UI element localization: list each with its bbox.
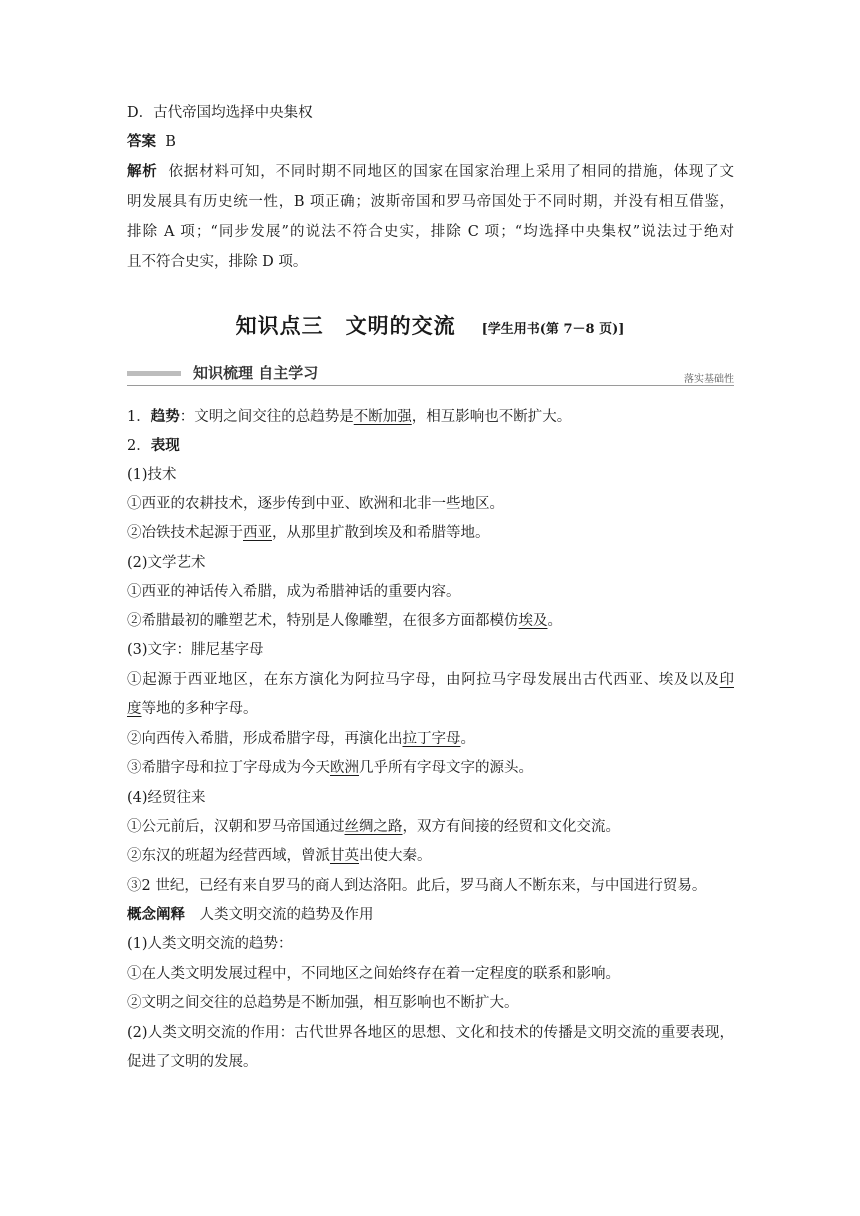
trend-key: 趋势 bbox=[150, 409, 180, 425]
answer-value: B bbox=[165, 134, 176, 150]
art-item-2-b: 。 bbox=[547, 613, 562, 629]
trend-text-b: ，相互影响也不断扩大。 bbox=[411, 409, 572, 425]
tech-item-2-a: ②冶铁技术起源于 bbox=[127, 525, 243, 541]
analysis-label: 解析 bbox=[127, 164, 158, 180]
analysis-text-1: 依据材料可知，不同时期不同地区的国家在国家治理上采用了相同的措施，体现了文 bbox=[168, 164, 735, 180]
banner-label: 知识梳理 自主学习 bbox=[193, 364, 319, 382]
concept-role-cont: 促进了文明的发展。 bbox=[127, 1054, 258, 1070]
analysis-line-4: 且不符合史实，排除 D 项。 bbox=[127, 254, 308, 270]
trade-item-1-b: ，双方有间接的经贸和文化交流。 bbox=[402, 819, 620, 835]
section-title bbox=[0, 310, 860, 340]
concept-role: (2)人类文明交流的作用：古代世界各地区的思想、文化和技术的传播是文明交流的重要表现， bbox=[127, 1025, 734, 1041]
trade-item-1 bbox=[127, 817, 620, 837]
manifest-key: 表现 bbox=[150, 438, 180, 454]
script-item-1-cont bbox=[127, 699, 258, 719]
art-item-2-a: ②希腊最初的雕塑艺术，特别是人像雕塑，在很多方面都模仿 bbox=[127, 613, 519, 629]
analysis-line-1 bbox=[127, 162, 734, 182]
option-d: D．古代帝国均选择中央集权 bbox=[127, 105, 313, 121]
script-item-3-b: 几乎所有字母文字的源头。 bbox=[359, 760, 533, 776]
trade-item-2-blank: 甘英 bbox=[330, 848, 359, 864]
concept-trend-1: ①在人类文明发展过程中，不同地区之间始终存在着一定程度的联系和影响。 bbox=[127, 966, 620, 982]
manifest-line bbox=[127, 436, 180, 456]
concept-trend-heading: (1)人类文明交流的趋势： bbox=[127, 936, 293, 952]
trend-num: 1． bbox=[127, 409, 151, 425]
script-item-1-a: ①起源于西亚地区，在东方演化为阿拉马字母，由阿拉马字母发展出古代西亚、埃及以及 bbox=[127, 672, 720, 688]
art-item-2-blank: 埃及 bbox=[518, 613, 548, 629]
concept-trend-2: ②文明之间交往的总趋势是不断加强，相互影响也不断扩大。 bbox=[127, 995, 519, 1011]
art-heading: (2)文学艺术 bbox=[127, 555, 206, 571]
tech-item-2 bbox=[127, 523, 490, 543]
trade-item-2-a: ②东汉的班超为经营西域，曾派 bbox=[127, 848, 330, 864]
script-item-2 bbox=[127, 729, 475, 749]
tech-item-2-b: ，从那里扩散到埃及和希腊等地。 bbox=[272, 525, 490, 541]
trade-heading: (4)经贸往来 bbox=[127, 790, 206, 806]
analysis-line-2: 明发展具有历史统一性，B 项正确；波斯帝国和罗马帝国处于不同时期，并没有相互借鉴， bbox=[127, 194, 734, 210]
trend-text-a: ：文明之间交往的总趋势是 bbox=[179, 409, 354, 425]
script-item-1-blank: 印 bbox=[719, 672, 734, 688]
concept-heading bbox=[127, 905, 374, 925]
section-heading: 知识点三 文明的交流 bbox=[235, 314, 456, 338]
banner-right-label: 落实基础性 bbox=[684, 374, 734, 385]
script-item-1 bbox=[127, 670, 734, 690]
trend-line bbox=[127, 407, 571, 427]
script-item-2-a: ②向西传入希腊，形成希腊字母，再演化出 bbox=[127, 731, 403, 747]
section-banner bbox=[127, 362, 734, 386]
trade-item-2 bbox=[127, 846, 432, 866]
answer-line bbox=[127, 132, 176, 152]
trade-item-1-blank: 丝绸之路 bbox=[344, 819, 403, 835]
trade-item-2-b: 出使大秦。 bbox=[359, 848, 432, 864]
script-item-2-b: 。 bbox=[460, 731, 475, 747]
trade-item-1-a: ①公元前后，汉朝和罗马帝国通过 bbox=[127, 819, 345, 835]
art-item-1: ①西亚的神话传入希腊，成为希腊神话的重要内容。 bbox=[127, 584, 461, 600]
tech-item-2-blank: 西亚 bbox=[243, 525, 272, 541]
script-item-3-a: ③希腊字母和拉丁字母成为今天 bbox=[127, 760, 330, 776]
concept-title: 人类文明交流的趋势及作用 bbox=[185, 907, 374, 923]
script-item-3-blank: 欧洲 bbox=[330, 760, 359, 776]
answer-label: 答案 bbox=[127, 134, 156, 150]
analysis-line-3: 排除 A 项；“同步发展”的说法不符合史实，排除 C 项；“均选择中央集权”说法过于绝对 bbox=[127, 224, 734, 240]
banner-bar bbox=[127, 371, 181, 376]
trend-blank: 不断加强 bbox=[353, 409, 412, 425]
trade-item-3: ③2 世纪，已经有来自罗马的商人到达洛阳。此后，罗马商人不断东来，与中国进行贸易。 bbox=[127, 878, 707, 894]
tech-item-1: ①西亚的农耕技术，逐步传到中亚、欧洲和北非一些地区。 bbox=[127, 496, 504, 512]
section-page-ref: [学生用书(第 7－8 页)] bbox=[481, 322, 625, 337]
script-item-1-blank-cont: 度 bbox=[127, 701, 142, 717]
concept-key: 概念阐释 bbox=[127, 907, 185, 923]
script-item-3 bbox=[127, 758, 533, 778]
manifest-num: 2． bbox=[127, 438, 151, 454]
script-item-2-blank: 拉丁字母 bbox=[402, 731, 461, 747]
banner-rule bbox=[127, 385, 734, 386]
tech-heading: (1)技术 bbox=[127, 467, 177, 483]
art-item-2 bbox=[127, 611, 562, 631]
script-heading: (3)文字：腓尼基字母 bbox=[127, 642, 264, 658]
script-item-1-b: 等地的多种字母。 bbox=[141, 701, 258, 717]
